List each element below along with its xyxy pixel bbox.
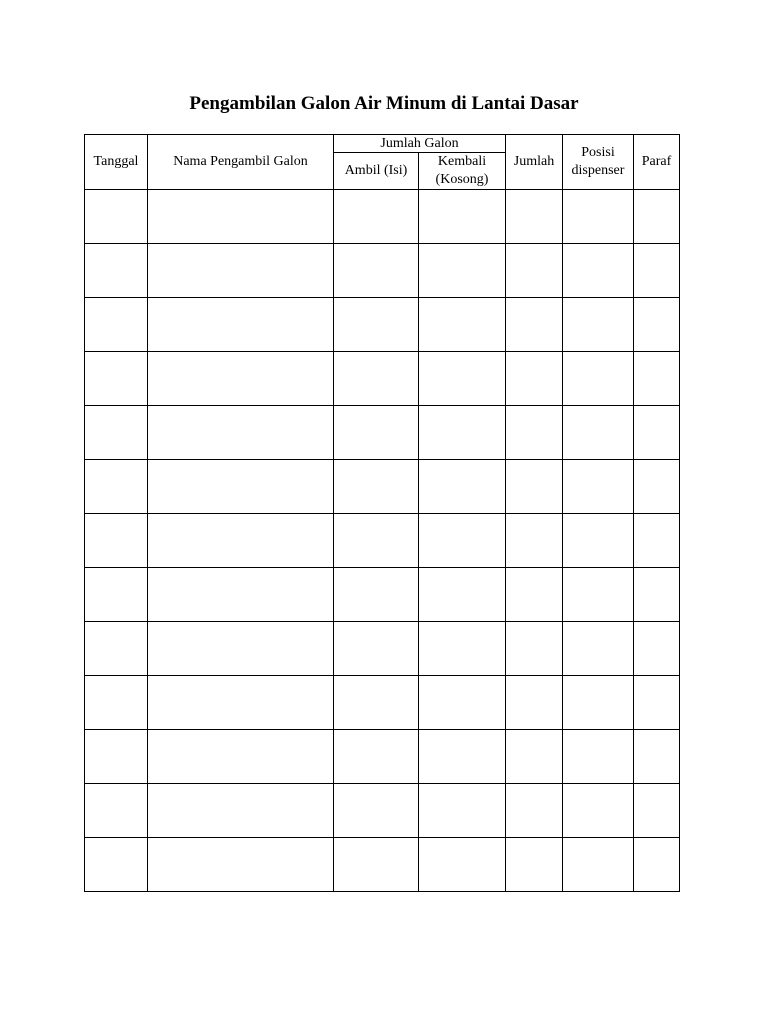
- cell-nama: [148, 298, 334, 352]
- cell-posisi: [563, 568, 634, 622]
- cell-tanggal: [85, 244, 148, 298]
- galon-log-table: [84, 134, 680, 892]
- cell-nama: [148, 514, 334, 568]
- cell-jumlah: [506, 568, 563, 622]
- cell-ambil: [334, 190, 419, 244]
- cell-tanggal: [85, 460, 148, 514]
- header-kembali-line1: Kembali: [437, 154, 487, 169]
- cell-posisi: [563, 460, 634, 514]
- cell-tanggal: [85, 784, 148, 838]
- cell-ambil: [334, 406, 419, 460]
- cell-jumlah: [506, 622, 563, 676]
- header-jumlah-galon: Jumlah Galon: [334, 135, 506, 153]
- cell-nama: [148, 406, 334, 460]
- header-jumlah: Jumlah: [506, 135, 563, 190]
- cell-tanggal: [85, 568, 148, 622]
- cell-ambil: [334, 514, 419, 568]
- header-posisi-line1: Posisi: [581, 145, 615, 160]
- cell-nama: [148, 352, 334, 406]
- cell-ambil: [334, 676, 419, 730]
- cell-jumlah: [506, 676, 563, 730]
- cell-jumlah: [506, 460, 563, 514]
- cell-jumlah: [506, 298, 563, 352]
- table-row: [85, 784, 680, 838]
- cell-paraf: [634, 298, 680, 352]
- cell-tanggal: [85, 514, 148, 568]
- cell-posisi: [563, 784, 634, 838]
- document-title: Pengambilan Galon Air Minum di Lantai Dasar: [189, 93, 579, 114]
- cell-kembali: [419, 352, 506, 406]
- cell-jumlah: [506, 514, 563, 568]
- cell-nama: [148, 244, 334, 298]
- cell-tanggal: [85, 190, 148, 244]
- cell-kembali: [419, 676, 506, 730]
- cell-nama: [148, 784, 334, 838]
- cell-jumlah: [506, 244, 563, 298]
- cell-kembali: [419, 514, 506, 568]
- cell-kembali: [419, 622, 506, 676]
- cell-kembali: [419, 730, 506, 784]
- table-row: [85, 622, 680, 676]
- header-kembali-line2: (Kosong): [435, 172, 489, 187]
- table-row: [85, 352, 680, 406]
- cell-posisi: [563, 514, 634, 568]
- cell-nama: [148, 730, 334, 784]
- cell-paraf: [634, 514, 680, 568]
- table-row: [85, 460, 680, 514]
- cell-paraf: [634, 244, 680, 298]
- cell-tanggal: [85, 352, 148, 406]
- cell-jumlah: [506, 190, 563, 244]
- cell-paraf: [634, 460, 680, 514]
- header-ambil-isi: Ambil (Isi): [334, 153, 419, 190]
- cell-paraf: [634, 730, 680, 784]
- header-paraf: Paraf: [634, 135, 680, 190]
- cell-jumlah: [506, 352, 563, 406]
- cell-kembali: [419, 838, 506, 892]
- cell-ambil: [334, 568, 419, 622]
- cell-jumlah: [506, 730, 563, 784]
- cell-nama: [148, 676, 334, 730]
- cell-posisi: [563, 730, 634, 784]
- cell-kembali: [419, 244, 506, 298]
- cell-posisi: [563, 352, 634, 406]
- cell-nama: [148, 190, 334, 244]
- cell-tanggal: [85, 676, 148, 730]
- cell-ambil: [334, 352, 419, 406]
- cell-tanggal: [85, 730, 148, 784]
- cell-nama: [148, 568, 334, 622]
- cell-ambil: [334, 298, 419, 352]
- cell-posisi: [563, 244, 634, 298]
- cell-paraf: [634, 406, 680, 460]
- header-posisi-dispenser: [563, 135, 634, 190]
- cell-jumlah: [506, 784, 563, 838]
- cell-kembali: [419, 568, 506, 622]
- cell-posisi: [563, 298, 634, 352]
- cell-kembali: [419, 460, 506, 514]
- cell-nama: [148, 838, 334, 892]
- header-row-top: [85, 135, 680, 153]
- cell-tanggal: [85, 622, 148, 676]
- cell-posisi: [563, 676, 634, 730]
- cell-jumlah: [506, 406, 563, 460]
- cell-posisi: [563, 406, 634, 460]
- cell-tanggal: [85, 406, 148, 460]
- cell-posisi: [563, 838, 634, 892]
- cell-kembali: [419, 298, 506, 352]
- table-row: [85, 406, 680, 460]
- cell-posisi: [563, 190, 634, 244]
- header-posisi-line2: dispenser: [571, 163, 625, 178]
- cell-paraf: [634, 784, 680, 838]
- cell-kembali: [419, 784, 506, 838]
- cell-paraf: [634, 568, 680, 622]
- table-row: [85, 190, 680, 244]
- cell-nama: [148, 622, 334, 676]
- table-row: [85, 568, 680, 622]
- cell-tanggal: [85, 838, 148, 892]
- cell-paraf: [634, 622, 680, 676]
- header-kembali-kosong: [419, 153, 506, 190]
- cell-ambil: [334, 730, 419, 784]
- table-row: [85, 676, 680, 730]
- cell-kembali: [419, 406, 506, 460]
- table-row: [85, 730, 680, 784]
- header-tanggal: Tanggal: [85, 135, 148, 190]
- table-row: [85, 514, 680, 568]
- cell-paraf: [634, 190, 680, 244]
- cell-paraf: [634, 838, 680, 892]
- table-body: [85, 190, 680, 892]
- cell-paraf: [634, 352, 680, 406]
- table-row: [85, 244, 680, 298]
- cell-ambil: [334, 460, 419, 514]
- cell-tanggal: [85, 298, 148, 352]
- header-nama-pengambil: Nama Pengambil Galon: [148, 135, 334, 190]
- cell-nama: [148, 460, 334, 514]
- table-row: [85, 298, 680, 352]
- cell-ambil: [334, 784, 419, 838]
- cell-posisi: [563, 622, 634, 676]
- cell-jumlah: [506, 838, 563, 892]
- cell-ambil: [334, 244, 419, 298]
- cell-paraf: [634, 676, 680, 730]
- cell-ambil: [334, 622, 419, 676]
- table-row: [85, 838, 680, 892]
- cell-ambil: [334, 838, 419, 892]
- cell-kembali: [419, 190, 506, 244]
